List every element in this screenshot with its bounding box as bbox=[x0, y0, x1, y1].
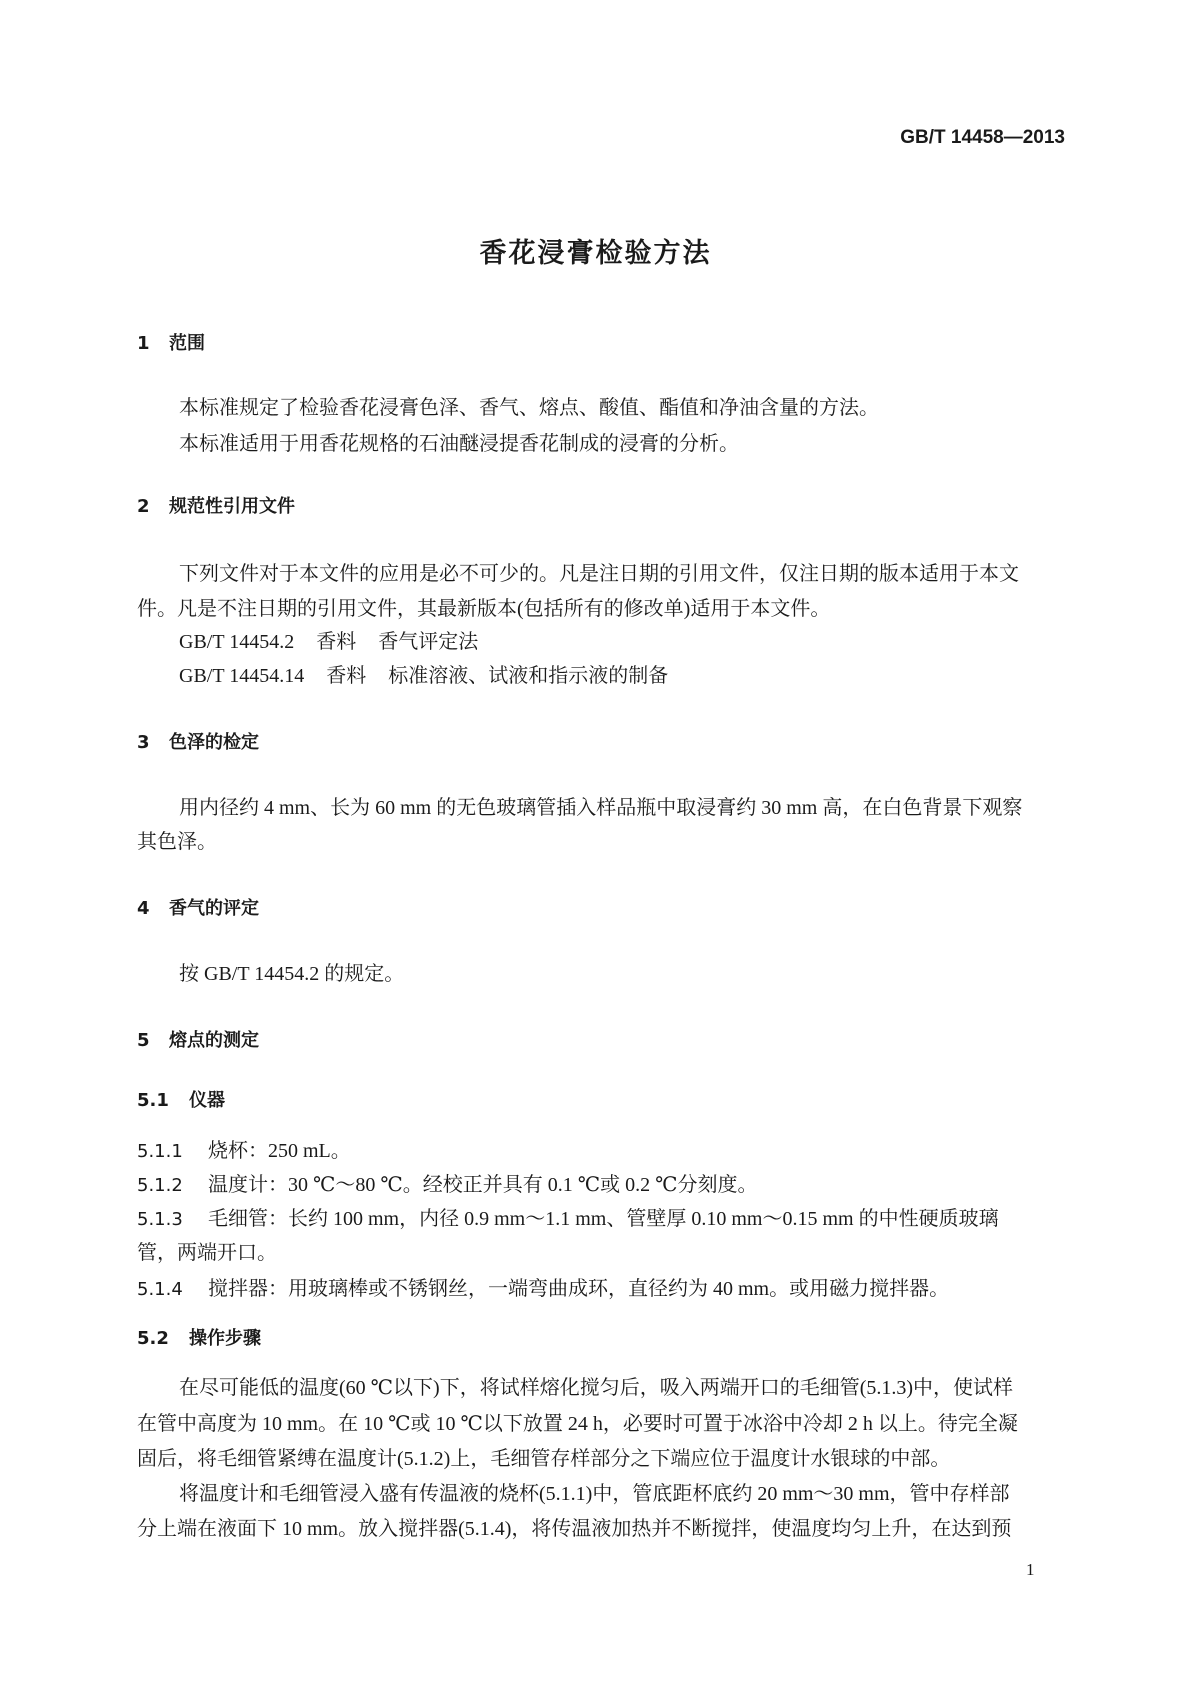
item-5-1-2: 5.1.2 温度计：30 ℃～80 ℃。经校正并具有 0.1 ℃或 0.2 ℃分刻度。 bbox=[137, 1174, 758, 1196]
paragraph-line: 在尽可能低的温度(60 ℃以下)下，将试样熔化搅匀后，吸入两端开口的毛细管(5.1.3)中，使试样 bbox=[179, 1377, 1014, 1399]
page-number: 1 bbox=[1026, 1560, 1035, 1579]
standard-code: GB/T 14458—2013 bbox=[900, 127, 1065, 148]
paragraph-line: 其色泽。 bbox=[137, 831, 217, 853]
paragraph-line: 在管中高度为 10 mm。在 10 ℃或 10 ℃以下放置 24 h，必要时可置于冰浴中冷却 2 h 以上。待完全凝 bbox=[137, 1413, 1018, 1435]
reference-item: GB/T 14454.2 香料 香气评定法 bbox=[179, 631, 479, 653]
paragraph-line: 件。凡是不注日期的引用文件，其最新版本(包括所有的修改单)适用于本文件。 bbox=[137, 598, 831, 620]
paragraph-line: 用内径约 4 mm、长为 60 mm 的无色玻璃管插入样品瓶中取浸膏约 30 mm 高，在白色背景下观察 bbox=[179, 797, 1023, 819]
section-5-1-heading: 5.1 仪器 bbox=[137, 1090, 225, 1111]
paragraph: 本标准规定了检验香花浸膏色泽、香气、熔点、酸值、酯值和净油含量的方法。 bbox=[179, 397, 879, 419]
section-1-heading: 1 范围 bbox=[137, 333, 205, 354]
paragraph-line: 下列文件对于本文件的应用是必不可少的。凡是注日期的引用文件，仅注日期的版本适用于本文 bbox=[179, 563, 1019, 585]
item-5-1-3-continued: 管，两端开口。 bbox=[137, 1242, 277, 1264]
item-5-1-4: 5.1.4 搅拌器：用玻璃棒或不锈钢丝，一端弯曲成环，直径约为 40 mm。或用磁力搅拌器。 bbox=[137, 1278, 950, 1300]
section-2-heading: 2 规范性引用文件 bbox=[137, 496, 295, 517]
section-3-heading: 3 色泽的检定 bbox=[137, 732, 259, 753]
paragraph: 按 GB/T 14454.2 的规定。 bbox=[179, 963, 405, 985]
paragraph: 本标准适用于用香花规格的石油醚浸提香花制成的浸膏的分析。 bbox=[179, 433, 739, 455]
paragraph-line: 分上端在液面下 10 mm。放入搅拌器(5.1.4)，将传温液加热并不断搅拌，使温度均匀上升，在达到预 bbox=[137, 1518, 1012, 1540]
document-title: 香花浸膏检验方法 bbox=[479, 238, 712, 269]
item-5-1-3: 5.1.3 毛细管：长约 100 mm，内径 0.9 mm～1.1 mm、管壁厚 0.10 mm～0.15 mm 的中性硬质玻璃 bbox=[137, 1208, 999, 1230]
paragraph-line: 将温度计和毛细管浸入盛有传温液的烧杯(5.1.1)中，管底距杯底约 20 mm～30 mm，管中存样部 bbox=[179, 1483, 1010, 1505]
section-5-heading: 5 熔点的测定 bbox=[137, 1030, 259, 1051]
section-4-heading: 4 香气的评定 bbox=[137, 898, 259, 919]
item-5-1-1: 5.1.1 烧杯：250 mL。 bbox=[137, 1140, 351, 1162]
paragraph-line: 固后，将毛细管紧缚在温度计(5.1.2)上，毛细管存样部分之下端应位于温度计水银球的中部。 bbox=[137, 1448, 951, 1470]
reference-item: GB/T 14454.14 香料 标准溶液、试液和指示液的制备 bbox=[179, 665, 669, 687]
section-5-2-heading: 5.2 操作步骤 bbox=[137, 1328, 261, 1349]
